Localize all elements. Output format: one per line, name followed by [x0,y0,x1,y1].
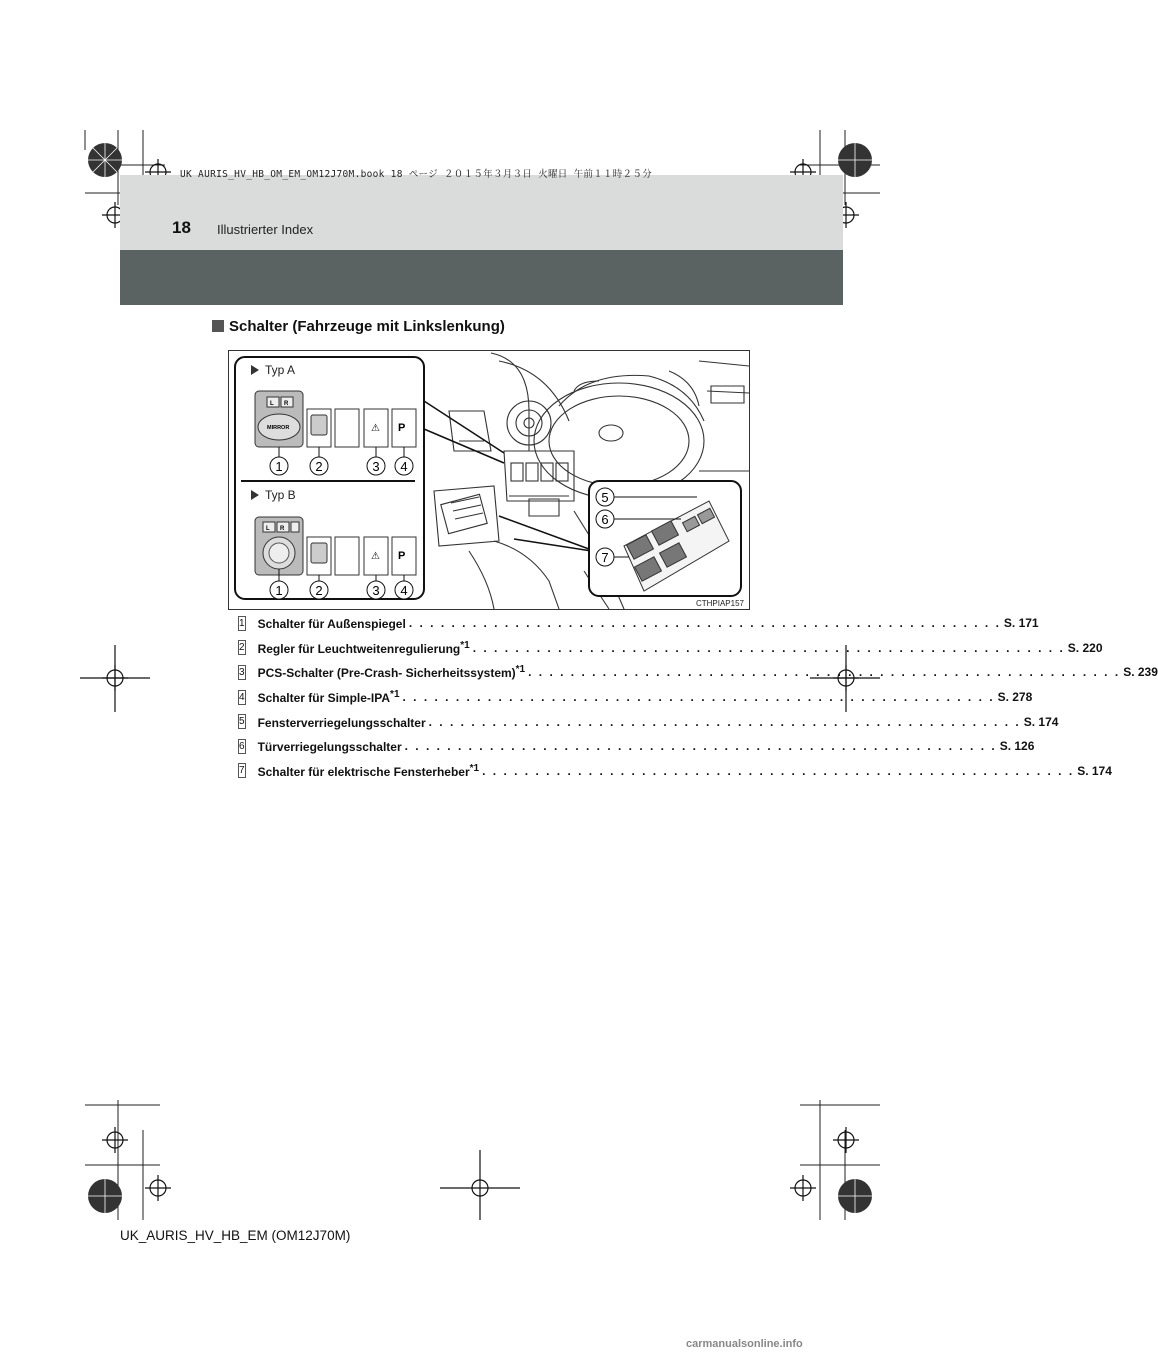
svg-text:P: P [398,550,406,562]
book-info: UK AURIS_HV_HB_OM_EM_OM12J70M.book 18 ページ ２０１５年３月３日 火曜日 午前１１時２５分 [180,169,653,180]
item-label: Schalter für Simple-IPA$^{*1}$ [257,689,400,706]
item-label: PCS-Schalter (Pre-Crash- Sicherheitssystem)$^{*1}$ [257,664,526,681]
svg-text:R: R [284,401,289,407]
svg-text:1: 1 [275,459,283,474]
leader-dots: . . . . . . . . . . . . . . . . . . . . . . . . . . . . . . . . . . . . . . . . . . . . . . . . . . . . . . . . [482,763,1075,778]
header-band-light [120,175,843,250]
index-list [238,611,1158,783]
svg-text:4: 4 [400,459,408,474]
leader-dots: . . . . . . . . . . . . . . . . . . . . . . . . . . . . . . . . . . . . . . . . . . . . . . . . . . . . . . . . [402,690,995,705]
list-item [238,734,1035,759]
header-band-dark [120,250,843,305]
item-label: Schalter für Außenspiegel [257,617,406,632]
section-marker-icon [212,320,224,332]
leader-dots: . . . . . . . . . . . . . . . . . . . . . . . . . . . . . . . . . . . . . . . . . . . . . . . . . . . . . . . . [472,640,1065,655]
svg-text:R: R [280,526,285,532]
figure-code: CTHPIAP157 [695,599,744,608]
page-reference: S. 126 [999,739,1035,754]
item-number: 6 [239,740,245,752]
section-title: Schalter (Fahrzeuge mit Linkslenkung) [229,318,505,335]
page-reference: S. 220 [1067,640,1103,655]
list-item [238,636,1103,661]
footer-doc-code: UK_AURIS_HV_HB_EM (OM12J70M) [120,1228,351,1243]
svg-text:4: 4 [400,583,408,598]
switch-illustration [228,350,750,610]
leader-dots: . . . . . . . . . . . . . . . . . . . . . . . . . . . . . . . . . . . . . . . . . . . . . . . . . . . . . . . . [428,714,1021,729]
list-item [238,611,1039,636]
leader-dots: . . . . . . . . . . . . . . . . . . . . . . . . . . . . . . . . . . . . . . . . . . . . . . . . . . . . . . . . [408,616,1001,631]
page-reference: S. 174 [1023,714,1059,729]
item-number: 4 [239,691,245,703]
type-b-label: Typ B [265,488,296,502]
svg-text:MIRROR: MIRROR [267,425,290,431]
page-reference: S. 171 [1003,616,1039,631]
svg-text:1: 1 [275,583,283,598]
item-number: 2 [239,642,245,654]
page-number: 18 [172,218,191,237]
page-reference: S. 239 [1123,665,1158,680]
item-number: 3 [239,666,245,678]
item-label: Türverriegelungsschalter [257,740,402,755]
item-label: Schalter für elektrische Fensterheber$^{*1}$ [257,762,480,779]
list-item [238,660,1158,685]
svg-text:L: L [270,401,274,407]
svg-text:2: 2 [315,583,323,598]
leader-dots: . . . . . . . . . . . . . . . . . . . . . . . . . . . . . . . . . . . . . . . . . . . . . . . . . . . . . . . . [404,739,997,754]
type-a-label: Typ A [265,363,296,377]
item-label: Regler für Leuchtweitenregulierung$^{*1}$ [257,639,470,656]
page-reference: S. 278 [997,690,1033,705]
svg-text:2: 2 [315,459,323,474]
watermark: carmanualsonline.info [686,1338,803,1350]
svg-text:5: 5 [601,490,609,505]
svg-text:3: 3 [372,459,380,474]
list-item [238,685,1033,710]
item-number: 5 [239,716,245,728]
chapter-title: Illustrierter Index [217,222,314,237]
svg-text:⚠: ⚠ [371,423,380,434]
item-label: Fensterverriegelungsschalter [257,715,426,730]
list-item [238,759,1112,784]
svg-text:6: 6 [601,512,609,527]
leader-dots: . . . . . . . . . . . . . . . . . . . . . . . . . . . . . . . . . . . . . . . . . . . . . . . . . . . . . . . . [528,665,1121,680]
svg-text:7: 7 [601,550,609,565]
list-item [238,709,1059,734]
svg-text:⚠: ⚠ [371,551,380,562]
item-number: 7 [239,765,245,777]
svg-text:3: 3 [372,583,380,598]
page-reference: S. 174 [1077,763,1112,778]
svg-text:P: P [398,422,406,434]
svg-text:L: L [266,526,270,532]
item-number: 1 [239,617,245,629]
